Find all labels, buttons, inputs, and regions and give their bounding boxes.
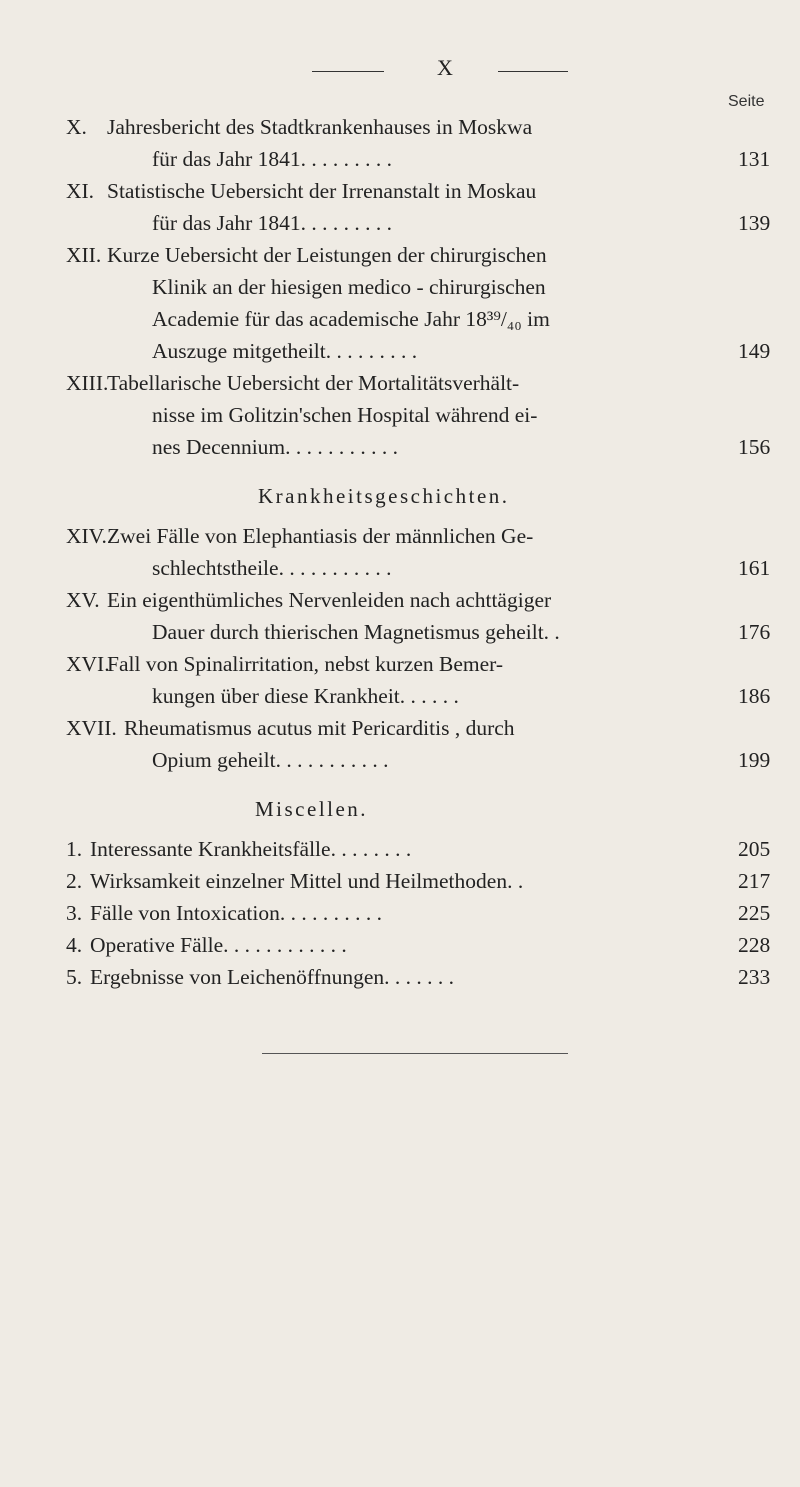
- page-number: X: [437, 55, 453, 80]
- toc-entry: [0, 111, 800, 175]
- entry-page: 176: [738, 620, 771, 644]
- entry-page: 228: [738, 933, 771, 957]
- entry-line: Opium geheilt. . . . . . . . . . .: [152, 748, 389, 772]
- toc-entry: [0, 897, 800, 929]
- entry-line: Wirksamkeit einzelner Mittel und Heilmethoden. .: [90, 869, 524, 893]
- entry-number: XV.: [66, 588, 100, 612]
- entry-page: 186: [738, 684, 771, 708]
- header-rule-right: [498, 71, 568, 72]
- header-rule-left: [312, 71, 384, 72]
- section-heading-krankheitsgeschichten: Krankheitsgeschichten.: [258, 484, 510, 508]
- toc-entry: [0, 584, 800, 648]
- entry-line: Statistische Uebersicht der Irrenanstalt in Moskau: [107, 179, 537, 203]
- closing-rule: [262, 1053, 568, 1054]
- entry-number: 5.: [66, 965, 83, 989]
- entry-line: Rheumatismus acutus mit Pericarditis , durch: [124, 716, 515, 740]
- toc-entry: [0, 648, 800, 712]
- entry-number: XVII.: [66, 716, 117, 740]
- entry-number: XIII.: [66, 371, 109, 395]
- entry-number: 2.: [66, 869, 83, 893]
- toc-entry: [0, 175, 800, 239]
- entry-line: Tabellarische Uebersicht der Mortalitätsverhält-: [107, 371, 520, 395]
- entry-line: Dauer durch thierischen Magnetismus geheilt. .: [152, 620, 560, 644]
- entry-page: 156: [738, 435, 771, 459]
- entry-page: 217: [738, 869, 771, 893]
- entry-line: für das Jahr 1841. . . . . . . . .: [152, 211, 393, 235]
- column-label: Seite: [728, 93, 765, 110]
- entry-line: Ergebnisse von Leichenöffnungen. . . . . . .: [90, 965, 455, 989]
- toc-entry: [0, 520, 800, 584]
- entry-page: 225: [738, 901, 771, 925]
- toc-entry: [0, 367, 800, 463]
- entry-page: 205: [738, 837, 771, 861]
- entry-line: Operative Fälle. . . . . . . . . . . .: [90, 933, 347, 957]
- toc-entry: [0, 865, 800, 897]
- entry-number: XII.: [66, 243, 102, 267]
- entry-line: Academie für das academische Jahr 18³⁹/₄₀ im: [152, 307, 550, 331]
- entry-line: nisse im Golitzin'schen Hospital während ei-: [152, 403, 538, 427]
- section-heading-miscellen: Miscellen.: [255, 797, 369, 821]
- entry-number: X.: [66, 115, 87, 139]
- entry-page: 233: [738, 965, 771, 989]
- entry-number: 3.: [66, 901, 83, 925]
- entry-page: 139: [738, 211, 771, 235]
- entry-line: Auszuge mitgetheilt. . . . . . . . .: [152, 339, 418, 363]
- entry-line: schlechtstheile. . . . . . . . . . .: [152, 556, 392, 580]
- entry-page: 199: [738, 748, 771, 772]
- entry-page: 149: [738, 339, 771, 363]
- entry-page: 161: [738, 556, 771, 580]
- entry-line: Kurze Uebersicht der Leistungen der chirurgischen: [107, 243, 547, 267]
- entry-line: Interessante Krankheitsfälle. . . . . . . .: [90, 837, 412, 861]
- entry-line: Fälle von Intoxication. . . . . . . . . .: [90, 901, 383, 925]
- entry-line: nes Decennium. . . . . . . . . . .: [152, 435, 399, 459]
- entry-number: 4.: [66, 933, 83, 957]
- toc-entry: [0, 712, 800, 776]
- entry-line: Klinik an der hiesigen medico - chirurgischen: [152, 275, 546, 299]
- entry-number: 1.: [66, 837, 83, 861]
- toc-entry: [0, 833, 800, 865]
- entry-number: XVI.: [66, 652, 110, 676]
- entry-line: Fall von Spinalirritation, nebst kurzen Bemer-: [107, 652, 504, 676]
- page-header: [0, 55, 800, 85]
- entry-line: Zwei Fälle von Elephantiasis der männlichen Ge-: [107, 524, 534, 548]
- toc-entry: [0, 929, 800, 961]
- toc-entry: [0, 961, 800, 993]
- entry-line: Jahresbericht des Stadtkrankenhauses in Moskwa: [107, 115, 533, 139]
- entry-line: für das Jahr 1841. . . . . . . . .: [152, 147, 393, 171]
- entry-number: XI.: [66, 179, 95, 203]
- entry-line: Ein eigenthümliches Nervenleiden nach achttägiger: [107, 588, 552, 612]
- toc-entry: [0, 239, 800, 367]
- entry-number: XIV.: [66, 524, 107, 548]
- entry-line: kungen über diese Krankheit. . . . . .: [152, 684, 459, 708]
- entry-page: 131: [738, 147, 771, 171]
